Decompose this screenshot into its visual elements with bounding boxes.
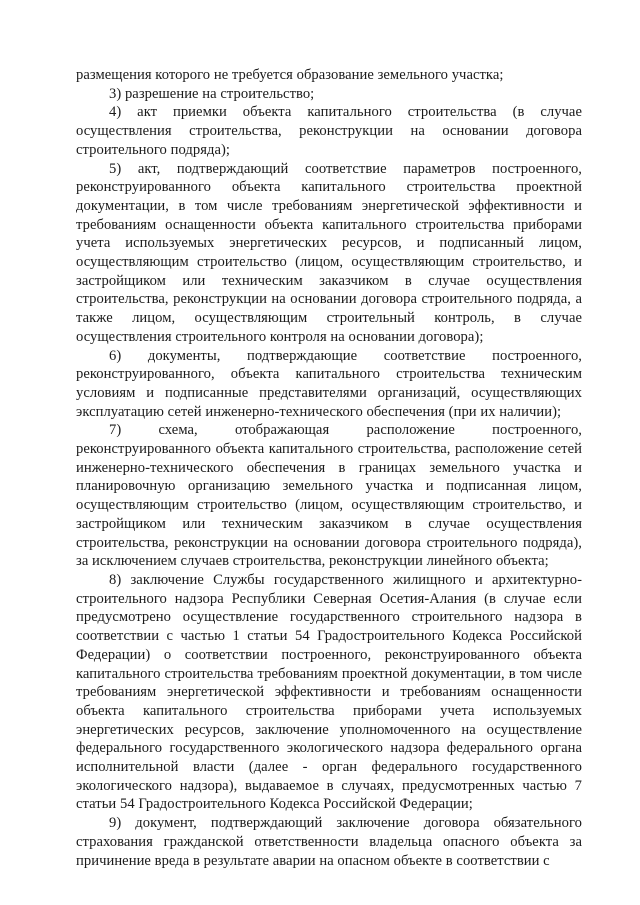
paragraph-item-4: 4) акт приемки объекта капитального строительства (в случае осуществления строительства, реконструкции на основании договора строительного подряда); [76,104,582,158]
paragraph-item-3: 3) разрешение на строительство; [109,85,315,102]
paragraph-item-9: 9) документ, подтверждающий заключение договора обязательного страхования гражданской ответственности владельца опасного объекта за причинение вреда в результате аварии на опасном объекте в соответствии с [76,815,582,869]
document-page [76,66,582,870]
paragraph-item-7: 7) схема, отображающая расположение построенного, реконструированного объекта капитального строительства, расположение сетей инженерно-технического обеспечения в границах земельного участка и планировочную организацию земельного участка и подписанная лицом, осуществляющим строительство (лицом, осуществляющим строительство, и застройщиком или техническим заказчиком в случае осуществления строительства, реконструкции на основании договора строительного подряда), за исключением случаев строительства, реконструкции линейного объекта; [76,422,582,570]
paragraph-item-8: 8) заключение Службы государственного жилищного и архитектурно-строительного надзора Республики Северная Осетия-Алания (в случае если предусмотрено осуществление государственного строительного надзора в соответствии с частью 1 статьи 54 Градостроительного Кодекса Российской Федерации) о соответствии построенного, реконструированного объекта капитального строительства требованиям проектной документации, в том числе требованиям энергетической эффективности и требованиям оснащенности объекта капитального строительства приборами учета используемых энергетических ресурсов, заключение уполномоченного на осуществление федерального государственного экологического надзора федерального органа исполнительной власти (далее - орган федерального государственного экологического надзора), выдаваемое в случаях, предусмотренных частью 7 статьи 54 Градостроительного Кодекса Российской Федерации; [76,571,582,813]
paragraph-item-6: 6) документы, подтверждающие соответствие построенного, реконструированного, объекта капитального строительства техническим условиям и подписанные представителями организаций, осуществляющих эксплуатацию сетей инженерно-технического обеспечения (при их наличии); [76,347,582,420]
paragraph-continuation: размещения которого не требуется образование земельного участка; [76,67,504,83]
paragraph-item-5: 5) акт, подтверждающий соответствие параметров построенного, реконструированного объекта капитального строительства проектной документации, в том числе требованиям энергетической эффективности и требованиям оснащенности объекта капитального строительства приборами учета используемых энергетических ресурсов, и подписанный лицом, осуществляющим строительство (лицом, осуществляющим строительство, и застройщиком или техническим заказчиком в случае осуществления строительства, реконструкции на основании договора строительного подряда, а также лицом, осуществляющим строительный контроль, в случае осуществления строительного контроля на основании договора); [76,160,582,345]
